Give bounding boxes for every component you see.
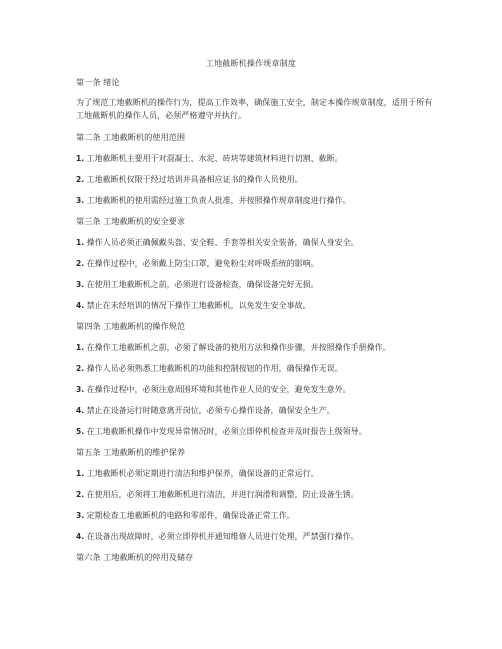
- list-item: 4. 禁止在设备运行时随意离开岗位，必须专心操作设备，确保安全生产。: [76, 406, 335, 415]
- list-item: 1. 工地截断机必须定期进行清洁和维护保养，确保设备的正常运行。: [76, 469, 319, 478]
- list-item: 3. 在使用工地截断机之前，必须进行设备检查，确保设备完好无损。: [76, 280, 319, 289]
- section-heading-3: 第三条 工地截断机的安全要求: [76, 216, 186, 226]
- document-title: 工地截断机操作规章制度: [205, 59, 297, 68]
- list-item: 4. 在设备出现故障时，必须立即停机并通知维修人员进行处理，严禁强行操作。: [76, 532, 359, 541]
- list-item: 4. 禁止在未经培训的情况下操作工地截断机，以免发生安全事故。: [76, 301, 311, 310]
- list-item: 3. 工地截断机的使用需经过施工负责人批准，并按照操作规章制度进行操作。: [76, 196, 351, 205]
- list-item: 2. 工地截断机仅限于经过培训并具备相应证书的操作人员使用。: [76, 175, 303, 184]
- list-item: 2. 在操作过程中，必须戴上防尘口罩，避免粉尘对呼吸系统的影响。: [76, 259, 319, 268]
- list-item: 5. 在工地截断机操作中发现异常情况时，必须立即停机检查并及时报告上级领导。: [76, 427, 367, 436]
- list-item: 3. 在操作过程中，必须注意周围环境和其他作业人员的安全，避免发生意外。: [76, 385, 351, 394]
- section-heading-1: 第一条 绪论: [76, 77, 120, 87]
- list-item: 1. 操作人员必须正确佩戴头盔、安全鞋、手套等相关安全装备，确保人身安全。: [76, 238, 359, 247]
- document-body: [76, 77, 436, 563]
- section-1-paragraph: 为了规范工地截断机的操作行为，提高工作效率，确保施工安全，制定本操作规章制度，适用于所有工地截断机的操作人员，必须严格遵守并执行。: [76, 98, 433, 120]
- list-item: 1. 工地截断机主要用于对混凝土、水泥、砖块等建筑材料进行切割、截断。: [76, 154, 343, 163]
- list-item: 1. 在操作工地截断机之前，必须了解设备的使用方法和操作步骤，并按照操作手册操作。: [76, 343, 391, 352]
- section-heading-4: 第四条 工地截断机的操作规范: [76, 321, 186, 331]
- section-heading-2: 第二条 工地截断机的使用范围: [76, 132, 186, 142]
- list-item: 2. 在使用后，必须将工地截断机进行清洁，并进行润滑和调整，防止设备生锈。: [76, 490, 359, 499]
- list-item: 3. 定期检查工地截断机的电路和零部件，确保设备正常工作。: [76, 511, 295, 520]
- list-item: 2. 操作人员必须熟悉工地截断机的功能和控制按钮的作用，确保操作无误。: [76, 364, 343, 373]
- section-heading-6: 第六条 工地截断机的停用及储存: [76, 552, 194, 562]
- section-heading-5: 第五条 工地截断机的维护保养: [76, 447, 186, 457]
